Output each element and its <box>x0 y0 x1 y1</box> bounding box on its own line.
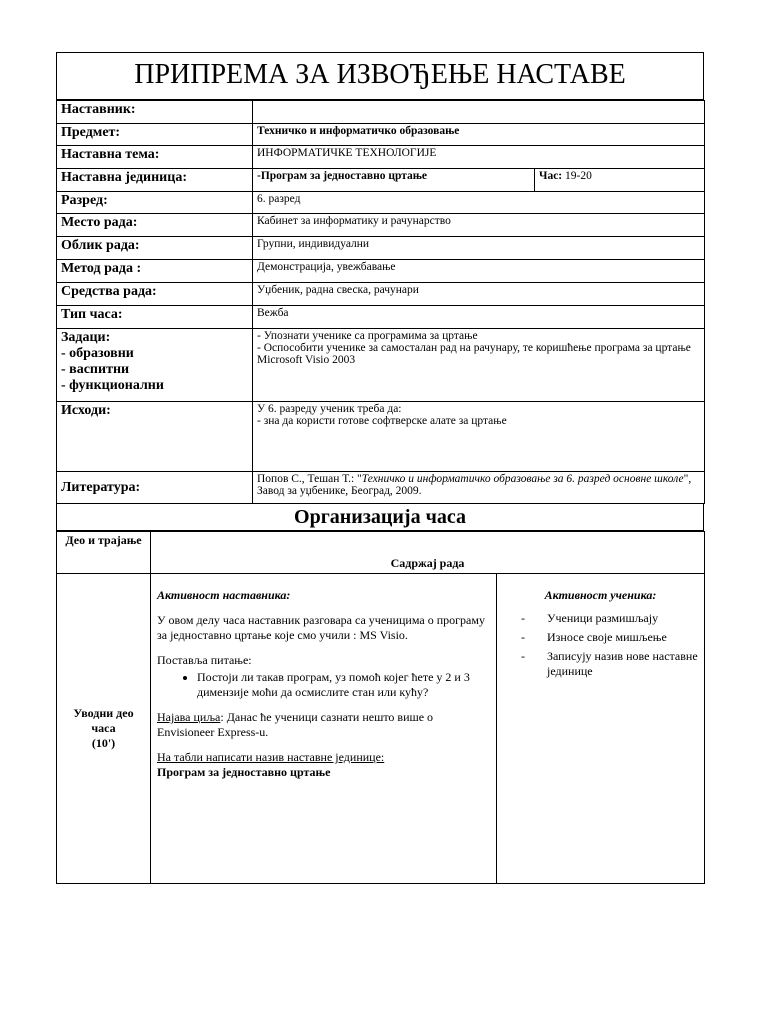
place-value: Кабинет за информатику и рачунарство <box>253 214 705 237</box>
student-activity-item: - Ученици размишљају <box>521 611 698 626</box>
unit-label: Наставна јединица: <box>57 169 253 192</box>
means-value: Уџбеник, радна свеска, рачунари <box>253 283 705 306</box>
method-value: Демонстрација, увежбавање <box>253 260 705 283</box>
outcomes-line-2: - зна да користи готове софтверске алате за цртање <box>257 415 507 427</box>
row-subject <box>57 124 705 146</box>
means-label: Средства рада: <box>57 283 253 306</box>
outcomes-line-1: У 6. разреду ученик треба да: <box>257 403 402 415</box>
type-value: Вежба <box>253 306 705 329</box>
teacher-label: Наставник: <box>57 101 253 124</box>
hour-value: 19-20 <box>565 170 592 182</box>
organization-table <box>56 531 705 884</box>
student-activity-list <box>503 611 698 679</box>
literature-value <box>253 472 705 504</box>
teacher-question-item: • Постоји ли такав програм, уз помоћ којег ћете у 2 и 3 димензије моћи да осмислите стан или кућу? <box>197 670 490 700</box>
student-activity-item: - Записују назив нове наставне јединице <box>521 649 698 679</box>
row-type <box>57 306 705 329</box>
row-means <box>57 283 705 306</box>
form-value: Групни, индивидуални <box>253 237 705 260</box>
row-topic <box>57 146 705 169</box>
intro-part-cell <box>57 574 151 884</box>
hour-label: Час: <box>539 170 563 182</box>
subject-value: Техничко и информатичко образовање <box>253 124 705 146</box>
board-value: Програм за једноставно цртање <box>157 765 331 779</box>
row-teacher <box>57 101 705 124</box>
row-form <box>57 237 705 260</box>
literature-label: Литература: <box>57 472 253 504</box>
type-label: Тип часа: <box>57 306 253 329</box>
teacher-activity-para-2: Поставља питање: <box>157 653 252 667</box>
outcomes-label: Исходи: <box>57 402 253 472</box>
lesson-plan <box>56 52 704 884</box>
page-title: ПРИПРЕМА ЗА ИЗВОЂЕЊЕ НАСТАВЕ <box>56 52 704 100</box>
tasks-line-1: - Упознати ученике са програмима за цртање <box>257 330 478 342</box>
intro-part-line-2: часа <box>91 721 116 735</box>
grade-value: 6. разред <box>253 192 705 214</box>
content-header: Садржај рада <box>151 532 705 574</box>
row-unit <box>57 169 705 192</box>
row-literature <box>57 472 705 504</box>
literature-title: Техничко и информатичко образовање за 6. разред основне школе <box>361 473 684 485</box>
unit-value: -Програм за једноставно цртање <box>253 169 535 192</box>
teacher-value <box>253 101 705 124</box>
intro-part-line-3: (10') <box>91 736 116 750</box>
student-activity-item: - Износе своје мишљење <box>521 630 698 645</box>
subject-label: Предмет: <box>57 124 253 146</box>
tasks-label-cell <box>57 329 253 402</box>
tasks-line-2: - Оспособити ученике за самосталан рад на рачунару, те коришћење програма за цртање Microsoft Visio 2003 <box>257 342 691 366</box>
goal-text: : Данас ће ученици сазнати нешто више о Envisioneer Express-u. <box>157 710 434 739</box>
hour-cell <box>535 169 705 192</box>
literature-suffix: ", Завод за уџбенике, Београд, 2009. <box>257 473 692 497</box>
tasks-sub-educational: - образовни <box>61 346 134 361</box>
organization-heading: Организација часа <box>56 504 704 531</box>
outcomes-value <box>253 402 705 472</box>
organization-header-row <box>57 532 705 574</box>
grade-label: Разред: <box>57 192 253 214</box>
intro-row <box>57 574 705 884</box>
student-activity-heading: Активност ученика: <box>544 588 657 602</box>
tasks-sub-functional: - функционални <box>61 378 164 393</box>
row-outcomes <box>57 402 705 472</box>
teacher-activity-cell <box>151 574 497 884</box>
teacher-question-list <box>157 670 490 700</box>
teacher-activity-heading: Активност наставника: <box>157 588 291 602</box>
intro-part-line-1: Уводни део <box>73 706 134 720</box>
topic-label: Наставна тема: <box>57 146 253 169</box>
teacher-activity-para-1: У овом делу часа наставник разговара са ученицима о програму за једноставно цртање које смо учили : MS Visio. <box>157 613 485 642</box>
row-place <box>57 214 705 237</box>
method-label: Метод рада : <box>57 260 253 283</box>
tasks-label: Задаци: <box>61 330 111 345</box>
topic-value: ИНФОРМАТИЧКЕ ТЕХНОЛОГИЈЕ <box>253 146 705 169</box>
student-activity-cell <box>497 574 705 884</box>
form-label: Облик рада: <box>57 237 253 260</box>
tasks-value <box>253 329 705 402</box>
goal-label: Најава циља <box>157 710 221 724</box>
tasks-sub-upbringing: - васпитни <box>61 362 130 377</box>
row-tasks <box>57 329 705 402</box>
row-grade <box>57 192 705 214</box>
part-duration-header: Део и трајање <box>57 532 151 574</box>
goal-announcement <box>157 710 490 740</box>
place-label: Место рада: <box>57 214 253 237</box>
row-method <box>57 260 705 283</box>
board-instruction: На табли написати назив наставне јединице: <box>157 750 385 764</box>
literature-prefix: Попов С., Тешан Т.: " <box>257 473 362 485</box>
info-table <box>56 100 705 504</box>
